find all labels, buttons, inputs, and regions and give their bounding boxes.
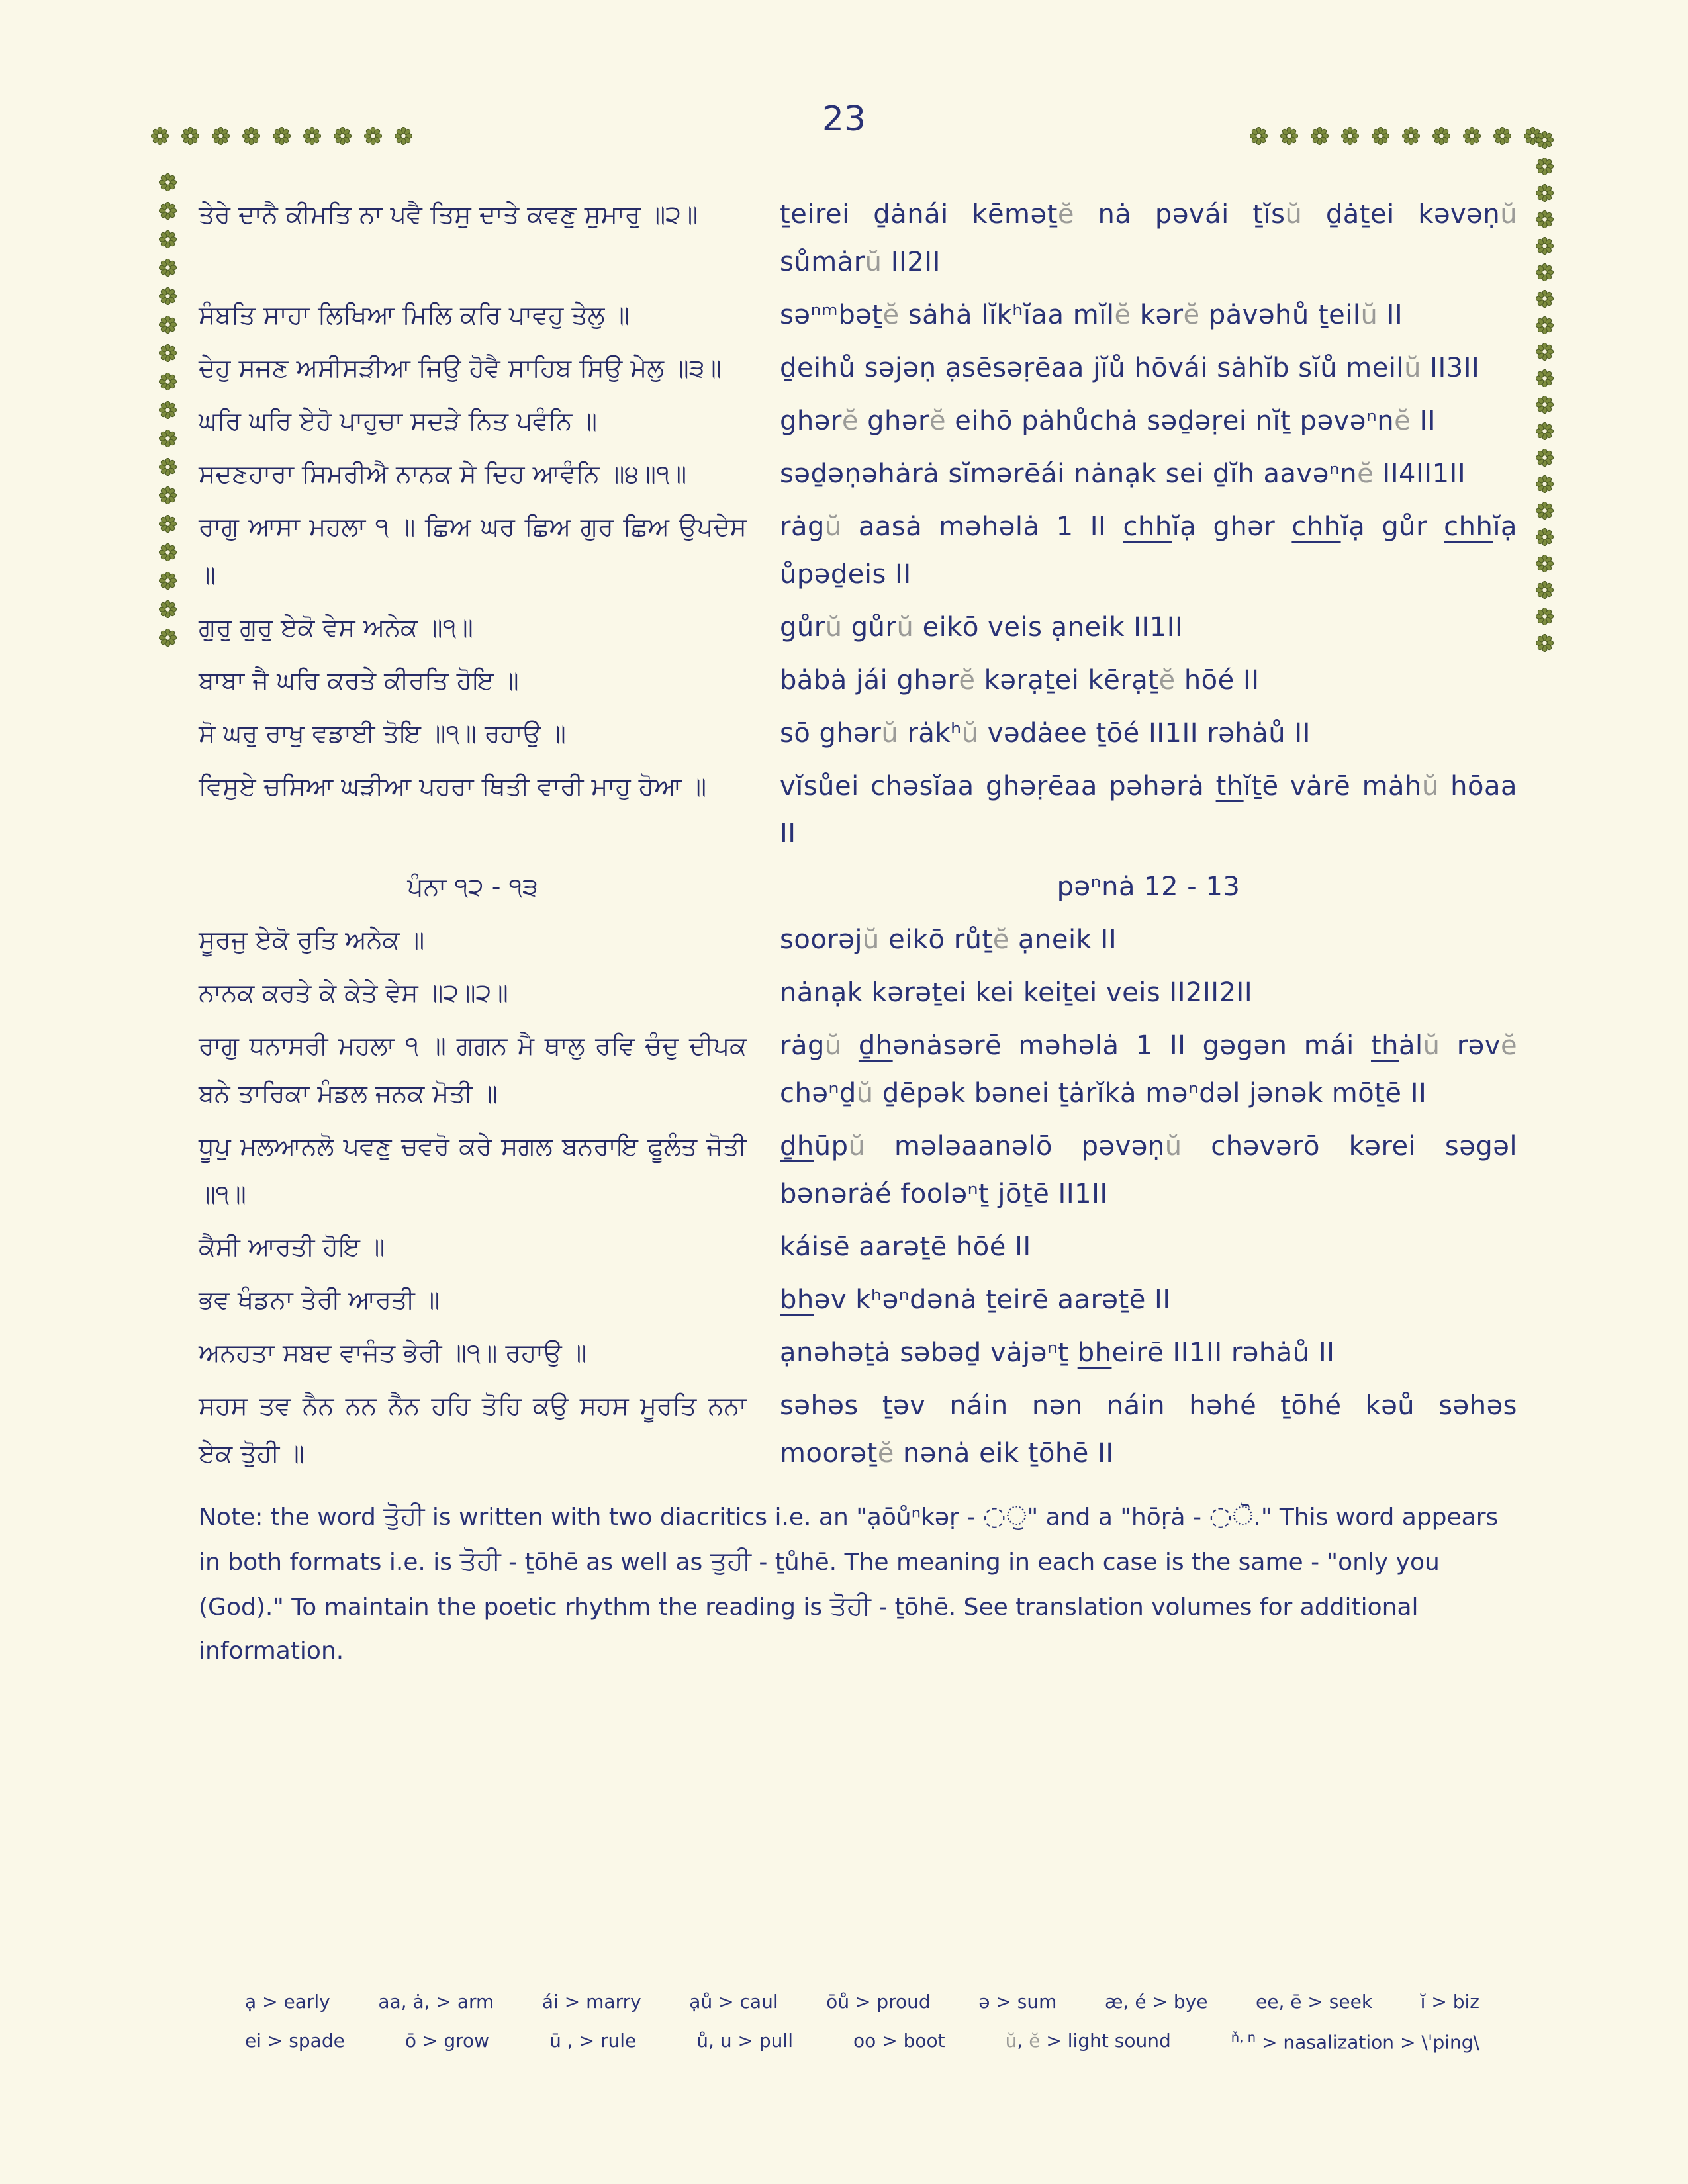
light-sound-letter: ŭ (824, 512, 842, 542)
flower-icon (1536, 237, 1554, 255)
light-sound-letter: ŭ (865, 247, 882, 277)
light-sound-letter: ĕ (877, 1438, 894, 1469)
legend-item: ei > spade (245, 2030, 345, 2052)
light-sound-letter: ŭ (825, 612, 843, 643)
verse-table (199, 191, 1517, 1673)
verse-row (199, 1382, 1517, 1477)
gurmukhi-text: ਵਿਸੁਏ ਚਸਿਆ ਘੜੀਆ ਪਹਰਾ ਥਿਤੀ ਵਾਰੀ ਮਾਹੁ ਹੋਆ ॥ (199, 772, 707, 801)
light-sound-letter: ĕ (1057, 199, 1074, 230)
flower-icon (1536, 158, 1554, 175)
verse-row (199, 916, 1517, 964)
gurmukhi-text: ਕੈਸੀ ਆਰਤੀ ਹੋਇ ॥ (199, 1232, 385, 1261)
flower-icon (159, 458, 177, 476)
pronunciation-legend (245, 1991, 1479, 2070)
nasalization-superscript: ň, n (1231, 2030, 1256, 2045)
flower-icon (159, 316, 177, 334)
flower-icon (1536, 184, 1554, 202)
light-sound-letter: ŭ (1500, 199, 1518, 230)
light-sound-letter: ĕ (1500, 1030, 1518, 1061)
verse-row (199, 503, 1517, 598)
legend-item: $^{ň, n}$ > nasalization > \ˈping\ (1231, 2030, 1479, 2054)
flower-icon (159, 173, 177, 191)
legend-item: ōů > proud (826, 1991, 931, 2013)
gurmukhi-text: ਸੋ ਘਰੁ ਰਾਖੁ ਵਡਾਈ ਤੋਇ ॥੧॥ ਰਹਾਉ ॥ (199, 719, 566, 748)
transliteration-text: səhəs ṯəv náin nən náin həhé ṯōhé kəů səhəs moorəṯĕ nənȧ eik ṯōhē II (780, 1390, 1518, 1469)
panna-header-row (199, 863, 1517, 911)
page-number: 23 (821, 99, 867, 139)
verse-row (199, 657, 1517, 704)
verse-row (199, 762, 1517, 858)
underlined-digraph: th (1370, 1030, 1399, 1061)
light-sound-letter: ĕ (992, 925, 1009, 955)
light-sound-letter: ĕ (929, 406, 947, 436)
underlined-digraph: chh (1123, 512, 1172, 542)
flower-icon (1536, 263, 1554, 281)
gurmukhi-text: ਨਾਨਕ ਕਰਤੇ ਕੇ ਕੇਤੇ ਵੇਸ ॥੨॥੨॥ (199, 978, 508, 1007)
transliteration-text: bhəv kʰəⁿdənȧ ṯeirē aarəṯē II (780, 1285, 1171, 1315)
verse-row (199, 1329, 1517, 1377)
light-sound-letter: ŭ (896, 612, 914, 643)
gurmukhi-text: ਅਨਹਤਾ ਸਬਦ ਵਾਜੰਤ ਭੇਰੀ ॥੧॥ ਰਹਾਉ ॥ (199, 1338, 587, 1367)
transliteration-text: rȧgŭ aasȧ məhəlȧ 1 II chhĭạ ghər chhĭạ gůr chhĭạ ůpəḏeis II (780, 512, 1518, 590)
underlined-digraph: chh (1444, 512, 1493, 542)
flower-icon (159, 572, 177, 590)
legend-row-2 (245, 2030, 1479, 2053)
light-sound-letter: ŭ (848, 1131, 866, 1161)
gurmukhi-text: ਸੰਬਤਿ ਸਾਹਾ ਲਿਖਿਆ ਮਿਲਿ ਕਰਿ ਪਾਵਹੁ ਤੇਲੁ ॥ (199, 300, 630, 330)
light-sound-letter: ŭ (1005, 2030, 1017, 2052)
transliteration-text: soorəjŭ eikō růṯĕ ạneik II (780, 925, 1117, 955)
verse-row (199, 1122, 1517, 1218)
transliteration-text: vĭsůei chəsĭaa ghəṛēaa pəhərȧ thĭṯē vȧrē mȧhŭ hōaa II (780, 771, 1518, 849)
flower-icon (1536, 555, 1554, 572)
transliteration-text: ḏeihů səjəṇ ạsēsəṛēaa jĭů hōvái sȧhĭb sĭů meilŭ II3II (780, 353, 1480, 383)
transliteration-text: káisē aarəṯē hōé II (780, 1232, 1031, 1262)
light-sound-letter: ŭ (856, 1078, 874, 1109)
flower-icon (1536, 343, 1554, 361)
flower-icon (1536, 608, 1554, 625)
gurmukhi-text: ਭਵ ਖੰਡਨਾ ਤੇਰੀ ਆਰਤੀ ॥ (199, 1285, 440, 1314)
light-sound-letter: ĕ (959, 665, 976, 696)
transliteration-text: ṯeirei ḏȧnái kēməṯĕ nȧ pəvái ṯĭsŭ ḏȧṯei kəvəṇŭ sůmȧrŭ II2II (780, 199, 1518, 277)
light-sound-letter: ŭ (1164, 1131, 1182, 1161)
legend-item: aa, ȧ, > arm (378, 1991, 494, 2013)
flower-icon (159, 430, 177, 447)
note-paragraph: Note: the word ਤੋੁਹੀ is written with two diacritics i.e. an "ạōůⁿkəṛ - ◌ੁ" and a "hōṛȧ - ◌ੋ." This word appears in both formats i.e. is ਤੋਹੀ - ṯōhē as well as ਤੁਹੀ - ṯůhē. The meaning in each case is the same - "only you (God)." To maintain the poetic rhythm the reading is ਤੋਹੀ - ṯōhē. See translation volumes for additional information. (199, 1501, 1499, 1664)
gurmukhi-text: ਬਾਬਾ ਜੈ ਘਰਿ ਕਰਤੇ ਕੀਰਤਿ ਹੋਇ ॥ (199, 666, 519, 695)
legend-item: ái > marry (541, 1991, 641, 2013)
transliteration-text: pəⁿnȧ 12 - 13 (1056, 872, 1241, 902)
transliteration-text: sō ghərŭ rȧkʰŭ vədȧee ṯōé II1II rəhȧů II (780, 718, 1311, 749)
gurmukhi-inline-word: ◌ੁ (982, 1501, 1027, 1531)
legend-item: ū , > rule (549, 2030, 637, 2052)
gurmukhi-inline-word: ◌ੋ (1209, 1501, 1254, 1531)
verse-row (199, 1022, 1517, 1117)
flower-icon (1536, 581, 1554, 599)
legend-item: ĭ > biz (1420, 1991, 1479, 2013)
gurmukhi-inline-word: ਤੋਹੀ (829, 1591, 871, 1621)
flower-icon (1536, 316, 1554, 334)
gurmukhi-inline-word: ਤੋਹੀ (459, 1546, 501, 1576)
light-sound-letter: ĕ (882, 300, 900, 330)
flower-icon (1536, 475, 1554, 493)
legend-item: ə > sum (978, 1991, 1057, 2013)
light-sound-letter: ĕ (1357, 459, 1374, 489)
flower-icon (1536, 369, 1554, 387)
light-sound-letter: ŭ (824, 1030, 842, 1061)
underlined-digraph: chh (1291, 512, 1341, 542)
transliteration-text: ḏhūpŭ mələaanəlō pəvəṇŭ chəvərō kərei səgəl bənərȧé fooləⁿṯ jōṯē II1II (780, 1131, 1517, 1209)
light-sound-letter: ŭ (961, 718, 979, 749)
legend-item: æ, é > bye (1105, 1991, 1208, 2013)
flower-icon (1536, 502, 1554, 520)
flower-icon (1536, 290, 1554, 308)
verse-row (199, 344, 1517, 392)
underlined-digraph: th (1215, 771, 1244, 801)
flower-icon (159, 259, 177, 277)
verse-row (199, 450, 1517, 498)
flower-icon (159, 629, 177, 647)
flower-icon (159, 230, 177, 248)
light-sound-letter: ĕ (1183, 300, 1200, 330)
legend-item: ŭ, ĕ > light sound (1005, 2030, 1171, 2052)
light-sound-letter: ĕ (841, 406, 859, 436)
verse-row (199, 709, 1517, 757)
transliteration-text: rȧgŭ ḏhənȧsərē məhəlȧ 1 II gəgən mái thȧlŭ rəvĕ chəⁿḏŭ ḏēpək bənei ṯȧrĭkȧ məⁿdəl jənək mōṯē II (780, 1030, 1518, 1109)
transliteration-text: bȧbȧ jái ghərĕ kərạṯei kērạṯĕ hōé II (780, 665, 1260, 696)
light-sound-letter: ŭ (1360, 300, 1378, 330)
legend-item: ee, ē > seek (1256, 1991, 1373, 2013)
flower-icon (159, 373, 177, 390)
light-sound-letter: ĕ (1158, 665, 1176, 696)
gurmukhi-text: ਗੁਰੁ ਗੁਰੁ ਏਕੋ ਵੇਸ ਅਨੇਕ ॥੧॥ (199, 613, 473, 642)
underlined-digraph: ḏh (858, 1030, 893, 1061)
transliteration-text: nȧnạk kərəṯei kei keiṯei veis II2II2II (780, 978, 1253, 1008)
transliteration-text: ạnəhəṯȧ səbəḏ vȧjəⁿṯ bheirē II1II rəhȧů II (780, 1338, 1335, 1368)
transliteration-text: səḏəṇəhȧrȧ sĭmərēái nȧnạk sei ḏĭh aavəⁿnĕ II4II1II (780, 459, 1466, 489)
verse-row (199, 1223, 1517, 1271)
light-sound-letter: ŭ (1421, 771, 1439, 801)
legend-row-1 (245, 1991, 1479, 2013)
underlined-digraph: bh (780, 1285, 814, 1315)
legend-item: ạ > early (245, 1991, 330, 2013)
light-sound-letter: ŭ (863, 925, 880, 955)
gurmukhi-text: ਤੇਰੇ ਦਾਨੈ ਕੀਮਤਿ ਨਾ ਪਵੈ ਤਿਸੁ ਦਾਤੇ ਕਵਣੁ ਸੁਮਾਰੁ ॥੨॥ (199, 200, 698, 229)
light-sound-letter: ĕ (1394, 406, 1411, 436)
light-sound-letter: ĕ (1114, 300, 1131, 330)
verse-row (199, 397, 1517, 445)
flower-icon (159, 287, 177, 305)
flower-icon (1536, 528, 1554, 546)
flower-icon (159, 543, 177, 561)
verse-row (199, 1276, 1517, 1324)
transliteration-text: gůrŭ gůrŭ eikō veis ạneik II1II (780, 612, 1184, 643)
light-sound-letter: ŭ (1423, 1030, 1440, 1061)
gurmukhi-text: ਸਦਣਹਾਰਾ ਸਿਮਰੀਐ ਨਾਨਕ ਸੇ ਦਿਹ ਆਵੰਨਿ ॥੪॥੧॥ (199, 459, 687, 488)
light-sound-letter: ŭ (881, 718, 899, 749)
flower-icon (159, 600, 177, 618)
verse-row (199, 191, 1517, 286)
light-sound-letter: ŭ (1404, 353, 1421, 383)
flower-icon (159, 202, 177, 220)
gurmukhi-text: ਧੂਪੁ ਮਲਆਨਲੋ ਪਵਣੁ ਚਵਰੋ ਕਰੇ ਸਗਲ ਬਨਰਾਇ ਫੂਲੰਤ ਜੋਤੀ ॥੧॥ (199, 1132, 747, 1208)
verse-rows (199, 191, 1517, 1477)
flower-icon (1536, 449, 1554, 467)
legend-item: ů, u > pull (696, 2030, 793, 2052)
flower-icon (1536, 396, 1554, 414)
flower-icon (1536, 634, 1554, 652)
underlined-digraph: ḏh (780, 1131, 814, 1161)
gurmukhi-text: ਘਰਿ ਘਰਿ ਏਹੋ ਪਾਹੁਚਾ ਸਦੜੇ ਨਿਤ ਪਵੰਨਿ ॥ (199, 406, 597, 435)
verse-row (199, 291, 1517, 339)
gurmukhi-text: ਪੰਨਾ ੧੨ - ੧੩ (407, 872, 538, 901)
flower-icon (159, 401, 177, 419)
flower-icon (1536, 422, 1554, 440)
transliteration-text: ghərĕ ghərĕ eihō pȧhůchȧ səḏəṛei nĭṯ pəvəⁿnĕ II (780, 406, 1436, 436)
gurmukhi-text: ਰਾਗੁ ਧਨਾਸਰੀ ਮਹਲਾ ੧ ॥ ਗਗਨ ਮੈ ਥਾਲੁ ਰਵਿ ਚੰਦੁ ਦੀਪਕ ਬਨੇ ਤਾਰਿਕਾ ਮੰਡਲ ਜਨਕ ਮੋਤੀ ॥ (199, 1031, 747, 1108)
legend-item: ō > grow (404, 2030, 490, 2052)
light-sound-letter: ŭ (1285, 199, 1303, 230)
gurmukhi-text: ਸੂਰਜੁ ਏਕੋ ਰੁਤਿ ਅਨੇਕ ॥ (199, 925, 425, 954)
flower-icon (1536, 210, 1554, 228)
gurmukhi-text: ਸਹਸ ਤਵ ਨੈਨ ਨਨ ਨੈਨ ਹਹਿ ਤੋਹਿ ਕਉ ਸਹਸ ਮੂਰਤਿ ਨਨਾ ਏਕ ਤੋੁਹੀ ॥ (199, 1391, 747, 1468)
gurmukhi-text: ਦੇਹੁ ਸਜਣ ਅਸੀਸੜੀਆ ਜਿਉ ਹੋਵੈ ਸਾਹਿਬ ਸਿਉ ਮੇਲੁ ॥੩॥ (199, 353, 722, 383)
legend-item: oo > boot (853, 2030, 945, 2052)
verse-row (199, 604, 1517, 651)
light-sound-letter: ĕ (1029, 2030, 1041, 2052)
verse-row (199, 969, 1517, 1017)
flower-icon (159, 486, 177, 504)
gurmukhi-text: ਰਾਗੁ ਆਸਾ ਮਹਲਾ ੧ ॥ ਛਿਅ ਘਰ ਛਿਅ ਗੁਰ ਛਿਅ ਉਪਦੇਸ ॥ (199, 512, 747, 589)
transliteration-text: səⁿᵐbəṯĕ sȧhȧ lĭkʰĭaa mĭlĕ kərĕ pȧvəhů ṯeilŭ II (780, 300, 1403, 330)
underlined-digraph: bh (1077, 1338, 1112, 1368)
legend-item: ạů > caul (689, 1991, 778, 2013)
flower-icon (159, 515, 177, 533)
gurmukhi-inline-word: ਤੋੁਹੀ (383, 1501, 425, 1531)
gurmukhi-inline-word: ਤੁਹੀ (710, 1546, 751, 1576)
flower-icon (159, 344, 177, 362)
